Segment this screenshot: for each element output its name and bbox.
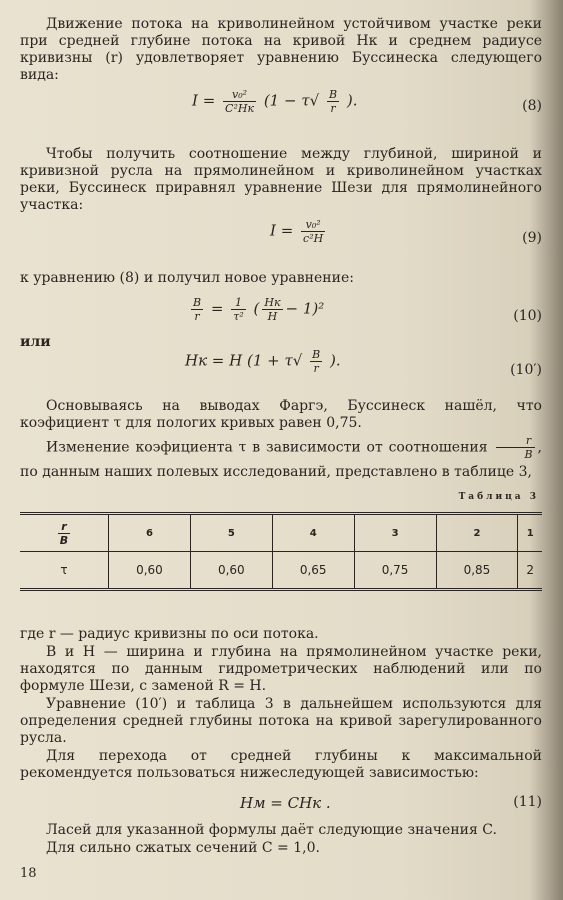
table-head-cell: 1 [518,514,542,552]
table-head-cell: 2 [436,514,518,552]
eq9-lhs: I = [270,221,294,240]
table-head-cell: 3 [354,514,436,552]
eq8-fraction: $\frac{\text{v₀²}}{\text{C²Hк}}$ [225,88,255,115]
paragraph-max-depth: Для перехода от средней глубины к максимальной рекомендуется пользоваться нижеследующей зависимостью: [20,748,542,781]
table-caption: Таблица 3 [458,492,539,502]
paragraph-new-equation: к уравнению (8) и получил новое уравнение: [20,270,354,286]
table-cell: 0,65 [272,552,354,590]
paragraph-intro: Движение потока на криволинейном устойчивом участке реки при средней глубине потока на кривой Hк и среднем радиусе кривизны (r) удовлетворяет уравнению Буссинеска следующего вида: [20,16,542,83]
table-row-label: τ [60,563,68,577]
word-or: или [20,334,51,350]
table-head-cell: 6 [109,514,191,552]
table-header-ratio: $\frac{r}{B}$ [20,514,109,552]
paragraph-lacey: Ласей для указанной формулы даёт следующие значения C. [46,822,497,838]
eq8-bracket: (1 − τ√ [263,91,320,110]
eq8-lhs: I = [192,91,216,110]
equation-11: Hм = CHк . (11) [240,794,542,812]
table-cell: 0,75 [354,552,436,590]
eq8-close: ). [346,91,358,110]
table-cell: 0,60 [109,552,191,590]
eq8-radical-fraction: $\frac{B}{r}$ [328,88,338,115]
equation-8 [20,88,542,128]
eq9-fraction: $\frac{\text{v₀²}}{\text{c²H}}$ [303,218,324,245]
table-header-row [20,514,542,552]
paragraph-table-ref: Изменение коэфициента τ в зависимости от соотношения $\frac{r}{B}$ , по данным наших полевых исследований, представлено в таблице 3, [20,434,542,480]
paragraph-compressed: Для сильно сжатых сечений C = 1,0. [46,840,320,856]
paragraph-usage: Уравнение (10′) и таблица 3 в дальнейшем используются для определения средней глубины потока на кривой зарегулированного русла. [20,696,542,746]
paragraph-width-depth: B и H — ширина и глубина на прямолинейном участке реки, находятся по данным гидрометрических наблюдений или по формуле Шези, с заменой R = H. [20,644,542,694]
table-row [20,552,542,590]
ratio-fraction: $\frac{r}{B}$ [496,434,534,461]
page-number: 18 [20,866,37,881]
equation-number-8: (8) [522,98,542,114]
equation-number-10-prime: (10′) [510,362,542,378]
table-3 [20,512,542,591]
equation-number-10: (10) [513,308,542,324]
paragraph-radius-def: где r — радиус кривизны по оси потока. [20,626,319,642]
table-cell: 2 [518,552,542,590]
table-head-cell: 4 [272,514,354,552]
equation-9 [20,218,542,258]
table-cell: 0,85 [436,552,518,590]
equation-10-prime: Hк = H (1 + τ√ $\frac{B}{r}$ ). (10′) [185,348,542,378]
equation-10: $\frac{B}{r}$ = $\frac{1}{\text{τ²}}$ ( $\frac{Hк}{H}$ − 1)² (10) [193,296,542,324]
table-cell: 0,60 [190,552,272,590]
equation-number-9: (9) [522,230,542,246]
paragraph-farge: Основываясь на выводах Фаргэ, Буссинеск нашёл, что коэфициент τ для пологих кривых равен 0,75. [20,398,542,431]
paragraph-chezy: Чтобы получить соотношение между глубиной, шириной и кривизной русла на прямолинейном и криволинейном участках реки, Буссинеск приравнял уравнение Шези для прямолинейного участка: [20,146,542,213]
equation-number-11: (11) [513,794,542,810]
table-head-cell: 5 [190,514,272,552]
